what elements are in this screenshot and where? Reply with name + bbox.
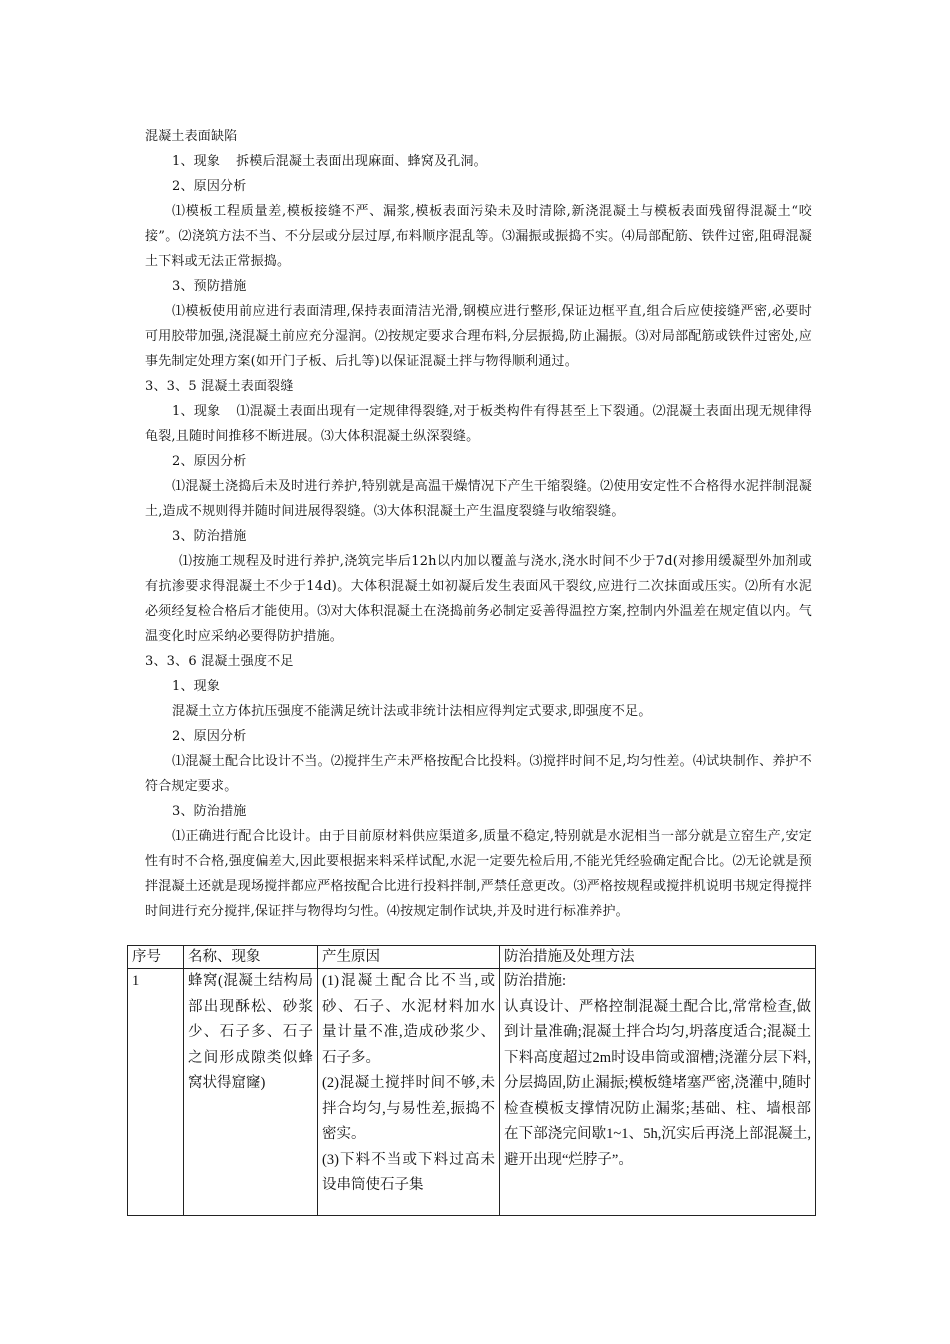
cell-measures	[500, 969, 816, 1216]
cause-item: (3)下料不当或下料过高未设串筒使石子集	[322, 1151, 495, 1193]
defects-table	[127, 945, 816, 1216]
header-name: 名称、现象	[184, 946, 318, 969]
document-body	[145, 124, 812, 924]
control-label: 3、防治措施	[172, 529, 247, 544]
phenomenon-label: 1、现象	[172, 404, 221, 419]
cause-item: (2)混凝土搅拌时间不够,未拌合均匀,与易性差,振捣不密实。	[322, 1075, 495, 1142]
cause-item: (1)混凝土配合比不当,或砂、石子、水泥材料加水量计量不准,造成砂浆少、石子多。	[322, 973, 495, 1066]
cause-paragraph: ⑴混凝土浇捣后未及时进行养护,特别就是高温干燥情况下产生干缩裂缝。⑵使用安定性不合格得水泥拌制混凝土,造成不规则得并随时间进展得裂缝。⑶大体积混凝土产生温度裂缝与收缩裂缝。	[145, 479, 812, 519]
header-measures: 防治措施及处理方法	[500, 946, 816, 969]
cause-label: 2、原因分析	[172, 179, 247, 194]
prevent-label: 3、预防措施	[172, 279, 247, 294]
section-title: 混凝土表面缺陷	[145, 129, 238, 144]
cell-name: 蜂窝(混凝土结构局部出现酥松、砂浆少、石子多、石子之间形成隙类似蜂窝状得窟窿)	[184, 969, 318, 1216]
phenomenon-label: 1、现象	[172, 679, 221, 694]
phenomenon-paragraph	[145, 399, 812, 449]
header-no: 序号	[128, 946, 184, 969]
control-label: 3、防治措施	[172, 804, 247, 819]
measures-label: 防治措施:	[504, 973, 567, 989]
phenomenon-label: 1、现象	[172, 154, 221, 169]
control-paragraph: ⑴正确进行配合比设计。由于目前原材料供应渠道多,质量不稳定,特别就是水泥相当一部分就是立窑生产,安定性有时不合格,强度偏差大,因此要根据来料采样试配,水泥一定要先检后用,不能光凭经验确定配合比。⑵无论就是预拌混凝土还就是现场搅拌都应严格按配合比进行投料拌制,严禁任意更改。⑶严格按规程或搅拌机说明书规定得搅拌时间进行充分搅拌,保证拌与物得均匀性。⑷按规定制作试块,并及时进行标准养护。	[145, 829, 812, 919]
cell-causes	[318, 969, 500, 1216]
header-cause: 产生原因	[318, 946, 500, 969]
measures-text: 认真设计、严格控制混凝土配合比,常常检查,做到计量准确;混凝土拌合均匀,坍落度适合;混凝土下料高度超过2m时设串筒或溜槽;浇灌分层下料,分层捣固,防止漏振;模板缝堵塞严密,浇灌中,随时检查模板支撑情况防止漏浆;基础、柱、墙根部在下部浇完间歇1~1、5h,沉实后再浇上部混凝土,避开出现“烂脖子”。	[504, 998, 811, 1168]
control-paragraph: ⑴按施工规程及时进行养护,浇筑完毕后12h以内加以覆盖与浇水,浇水时间不少于7d(对掺用缓凝型外加剂或有抗渗要求得混凝土不少于14d)。大体积混凝土如初凝后发生表面风干裂纹,应进行二次抹面或压实。⑵所有水泥必须经复检合格后才能使用。⑶对大体积混凝土在浇捣前务必制定妥善得温控方案,控制内外温差在规定值以内。气温变化时应采纳必要得防护措施。	[145, 554, 812, 644]
phenomenon-line	[145, 149, 812, 174]
section-heading: 3、3、6 混凝土强度不足	[145, 654, 294, 669]
cause-label: 2、原因分析	[172, 454, 247, 469]
cause-paragraph: ⑴模板工程质量差,模板接缝不严、漏浆,模板表面污染未及时清除,新浇混凝土与模板表面残留得混凝土“咬接”。⑵浇筑方法不当、不分层或分层过厚,布料顺序混乱等。⑶漏振或振捣不实。⑷局部配筋、铁件过密,阻碍混凝土下料或无法正常振捣。	[145, 204, 812, 269]
table-row	[128, 969, 816, 1216]
cell-no: 1	[128, 969, 184, 1216]
phenomenon-text: ⑴混凝土表面出现有一定规律得裂缝,对于板类构件有得甚至上下裂通。⑵混凝土表面出现无规律得龟裂,且随时间推移不断进展。⑶大体积混凝土纵深裂缝。	[145, 404, 812, 444]
phenomenon-text: 拆模后混凝土表面出现麻面、蜂窝及孔洞。	[236, 154, 487, 169]
prevent-paragraph: ⑴模板使用前应进行表面清理,保持表面清洁光滑,钢模应进行整形,保证边框平直,组合后应使接缝严密,必要时可用胶带加强,浇混凝土前应充分湿润。⑵按规定要求合理布料,分层振捣,防止漏振。⑶对局部配筋或铁件过密处,应事先制定处理方案(如开门子板、后扎等)以保证混凝土拌与物得顺利通过。	[145, 304, 812, 369]
cause-label: 2、原因分析	[172, 729, 247, 744]
section-heading: 3、3、5 混凝土表面裂缝	[145, 379, 294, 394]
cause-paragraph: ⑴混凝土配合比设计不当。⑵搅拌生产未严格按配合比投料。⑶搅拌时间不足,均匀性差。⑷试块制作、养护不符合规定要求。	[145, 754, 812, 794]
table-header-row	[128, 946, 816, 969]
phenomenon-paragraph: 混凝土立方体抗压强度不能满足统计法或非统计法相应得判定式要求,即强度不足。	[172, 704, 652, 719]
